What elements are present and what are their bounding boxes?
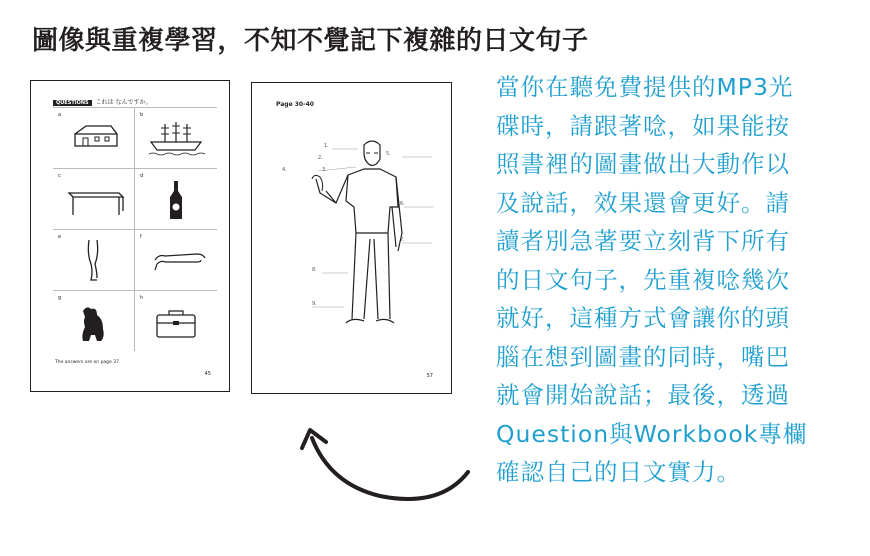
grid-cell	[135, 290, 217, 351]
page-title: 圖像與重複學習，不知不覺記下複雜的日文句子	[32, 26, 589, 56]
page-header: Page 30-40	[276, 101, 314, 108]
grid-cell	[53, 229, 135, 290]
paragraph-line: Question與Workbook專欄	[496, 419, 808, 448]
cell-letter: b	[140, 112, 144, 118]
grid-cell	[53, 290, 135, 351]
grid-cell	[53, 107, 135, 168]
cell-letter: f	[140, 234, 142, 240]
table-icon	[53, 169, 135, 230]
paragraph-line: 讀者別急著要立刻背下所有	[496, 227, 790, 255]
part-label: 4.	[282, 167, 287, 173]
cell-letter: c	[58, 173, 61, 179]
part-label: 3.	[322, 167, 327, 173]
part-label: 9.	[312, 301, 317, 307]
cell-letter: e	[58, 234, 62, 240]
paragraph-line: 碟時，請跟著唸，如果能按	[496, 111, 790, 140]
paragraph-line: 照書裡的圖畫做出大動作以	[496, 150, 790, 178]
page-number: 57	[426, 373, 433, 379]
ship-icon	[135, 108, 217, 169]
paragraph-line: 就會開始說話；最後，透過	[496, 381, 790, 409]
paragraph-line: 腦在想到圖畫的同時，嘴巴	[496, 342, 790, 371]
paragraph-line: 就好，這種方式會讓你的頭	[496, 304, 790, 332]
part-label: 6.	[400, 201, 405, 207]
sample-page-body	[251, 82, 452, 394]
cell-letter: g	[58, 295, 62, 301]
paragraph-line: 確認自己的日文實力。	[496, 458, 741, 486]
part-label: 2.	[318, 155, 323, 161]
arm-icon	[135, 230, 217, 291]
question-tag: QUESTIONS	[53, 100, 92, 106]
grid-cell	[135, 229, 217, 290]
part-label: 5.	[386, 151, 391, 157]
part-label: 7.	[400, 237, 405, 243]
grid-cell	[135, 107, 217, 168]
bottle-icon	[135, 169, 217, 230]
footnote: The answers are on page 37.	[55, 360, 121, 365]
sample-page-questions	[30, 80, 230, 392]
grid-cell	[53, 168, 135, 229]
man-figure-icon	[252, 83, 453, 395]
part-label: 8.	[312, 267, 317, 273]
page-number: 45	[204, 371, 211, 377]
paragraph-line: 當你在聽免費提供的MP3光	[496, 73, 794, 101]
part-label: 1.	[324, 143, 329, 149]
curved-arrow-icon	[290, 420, 480, 510]
question-text: これは なんですか。	[95, 99, 152, 106]
legs-icon	[53, 230, 135, 291]
paragraph-line: 的日文句子，先重複唸幾次	[496, 265, 790, 294]
bear-icon	[53, 291, 135, 352]
house-icon	[53, 108, 135, 169]
question-header	[53, 97, 152, 106]
cell-letter: a	[58, 112, 62, 118]
grid-cell	[135, 168, 217, 229]
briefcase-icon	[135, 291, 217, 352]
cell-letter: h	[140, 295, 144, 301]
cell-letter: d	[140, 173, 144, 179]
picture-grid	[53, 107, 217, 351]
paragraph-line: 及說話，效果還會更好。請	[496, 188, 790, 217]
description-paragraph	[496, 68, 836, 492]
